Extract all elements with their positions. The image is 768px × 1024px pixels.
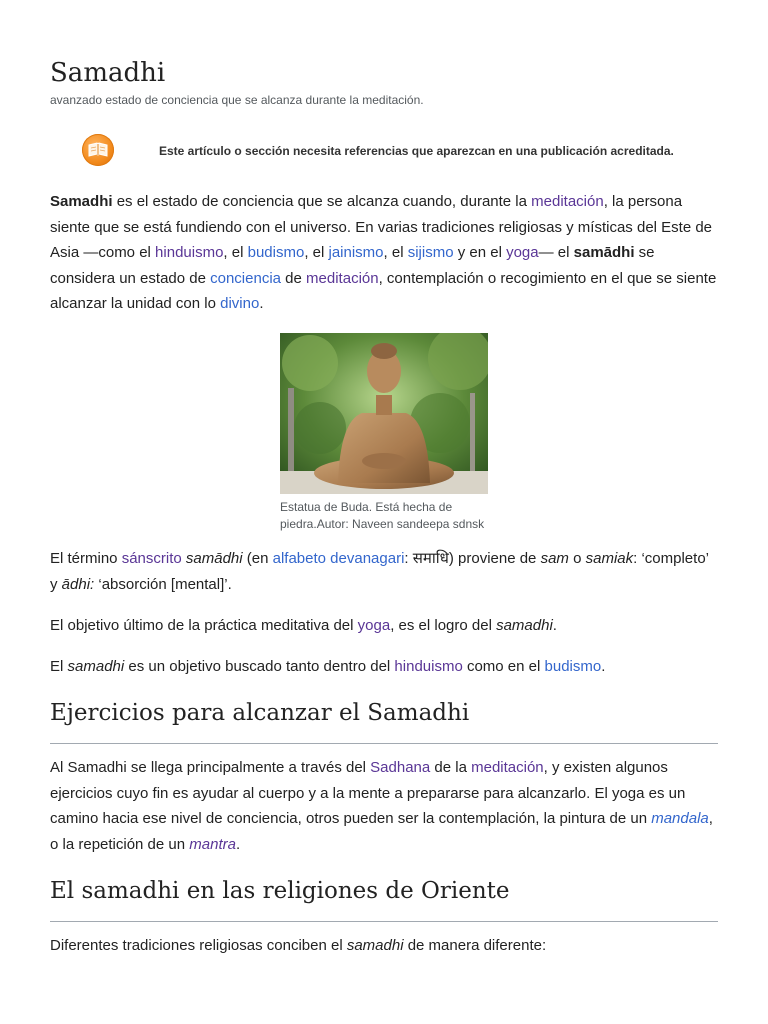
text: — el	[538, 244, 574, 261]
italic-term: sam	[540, 550, 569, 567]
term-bold: samādhi	[573, 244, 635, 261]
text: de manera diferente:	[403, 937, 547, 954]
text: es el estado de conciencia que se alcanza cuando, durante la	[112, 193, 532, 210]
book-warning-icon	[82, 134, 114, 166]
text: El objetivo último de la práctica meditativa del	[50, 617, 358, 634]
italic-term: samadhi	[496, 617, 553, 634]
text: y en el	[453, 244, 507, 261]
text: se considera un estado de	[50, 244, 655, 287]
link-alfabeto-devanagari[interactable]: alfabeto devanagari	[272, 550, 405, 567]
link-hinduismo[interactable]: hinduismo	[155, 244, 224, 261]
text: , el	[383, 244, 408, 261]
link-meditacion[interactable]: meditación	[471, 759, 544, 776]
text: : ‘completo’ y	[50, 550, 709, 593]
page-subtitle: avanzado estado de conciencia que se alcanza durante la meditación.	[50, 93, 424, 107]
text: , el	[304, 244, 329, 261]
link-mantra[interactable]: mantra	[189, 835, 236, 853]
text: como en el	[462, 658, 545, 675]
buddha-statue-image[interactable]	[280, 333, 488, 494]
text: .	[601, 658, 606, 675]
page-title: Samadhi	[50, 58, 166, 88]
goal-paragraph	[50, 654, 718, 680]
italic-term: samadhi	[346, 937, 404, 954]
text: .	[235, 835, 241, 853]
figure-caption: Estatua de Buda. Está hecha de piedra.Autor: Naveen sandeepa sdnsk	[280, 500, 485, 531]
text: , la persona siente que se está fundiendo con el universo. En varias tradiciones religiosas y místicas del Este de Asia —como el	[50, 193, 713, 261]
references-notice	[82, 132, 702, 172]
italic-term: ādhi:	[61, 575, 95, 593]
link-meditacion[interactable]: meditación	[531, 193, 604, 210]
text: : समाधि) proviene de	[404, 550, 541, 567]
religiones-paragraph	[50, 933, 718, 959]
text: .	[552, 617, 557, 634]
section-heading-ejercicios: Ejercicios para alcanzar el Samadhi	[50, 700, 470, 726]
buddha-figure	[280, 333, 488, 533]
text: ‘absorción [mental]’.	[94, 575, 232, 593]
link-budismo[interactable]: budismo	[544, 658, 602, 675]
text: El término	[50, 550, 122, 567]
italic-term: samiak	[585, 550, 634, 567]
ejercicios-paragraph	[50, 755, 718, 857]
text: Diferentes tradiciones religiosas conciben el	[50, 937, 347, 954]
text: de	[281, 269, 307, 287]
link-jainismo[interactable]: jainismo	[328, 244, 384, 261]
text: , contemplación o recogimiento en el que se siente alcanzar la unidad con lo	[50, 269, 717, 312]
objective-paragraph	[50, 613, 718, 639]
text: , y existen algunos ejercicios cuyo fin es ayudar al cuerpo y a la mente a prepararse para alcanzarlo. El yoga es un camino hacia ese nivel de conciencia, otros pueden ser la contemplación, la pintura de un	[50, 759, 686, 827]
italic-term: samadhi	[67, 658, 125, 675]
link-meditacion[interactable]: meditación	[306, 269, 379, 287]
link-sijismo[interactable]: sijismo	[407, 244, 454, 261]
link-divino[interactable]: divino	[220, 295, 260, 312]
text: , o la repetición de un	[50, 810, 713, 853]
etymology-paragraph	[50, 546, 718, 597]
text: , el	[223, 244, 248, 261]
text: es un objetivo buscado tanto dentro del	[124, 658, 395, 675]
text: de la	[430, 759, 472, 776]
text: , es el logro del	[390, 617, 497, 634]
term-bold: Samadhi	[50, 193, 113, 210]
text: (en	[242, 550, 273, 567]
text: El	[50, 658, 68, 675]
notice-text: Este artículo o sección necesita referencias que aparezcan en una publicación acreditada.	[159, 144, 674, 158]
link-mandala[interactable]: mandala	[651, 810, 709, 827]
italic-term: samādhi	[185, 550, 243, 567]
link-yoga[interactable]: yoga	[506, 244, 539, 261]
link-sanscrito[interactable]: sánscrito	[121, 550, 182, 567]
link-sadhana[interactable]: Sadhana	[370, 759, 431, 776]
intro-paragraph	[50, 189, 718, 317]
link-conciencia[interactable]: conciencia	[210, 269, 282, 287]
text: .	[259, 295, 264, 312]
link-yoga[interactable]: yoga	[357, 617, 391, 634]
section-heading-religiones: El samadhi en las religiones de Oriente	[50, 878, 510, 904]
section-divider	[50, 743, 718, 744]
link-budismo[interactable]: budismo	[247, 244, 305, 261]
text: o	[568, 550, 586, 567]
section-divider	[50, 921, 718, 922]
link-hinduismo[interactable]: hinduismo	[394, 658, 463, 675]
text: Al Samadhi se llega principalmente a través del	[50, 759, 371, 776]
